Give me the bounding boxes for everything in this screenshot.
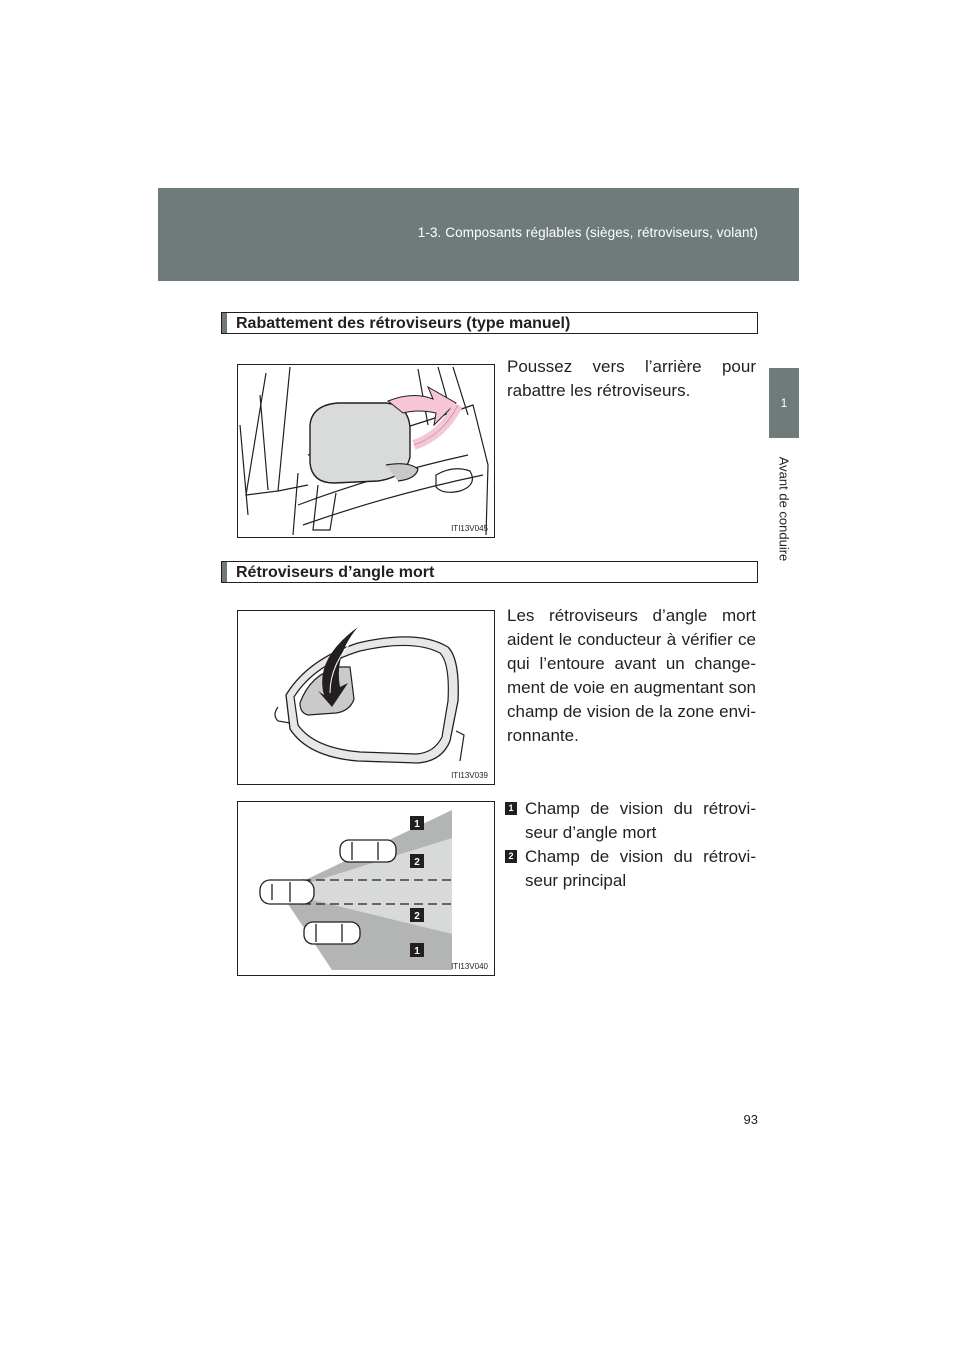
section-blind-spot-title: Rétroviseurs d’angle mort	[236, 564, 435, 581]
blind-spot-mirror-illustration	[237, 610, 495, 785]
legend-text: Champ de vision du rétrovi-seur d’angle mort	[525, 799, 756, 842]
chapter-side-label: Avant de conduire	[776, 456, 792, 562]
chapter-tab	[769, 368, 799, 438]
legend-marker: 2	[505, 850, 517, 863]
folding-instruction: Poussez vers l’arrière pour rabattre les rétroviseurs.	[507, 357, 756, 400]
svg-text:1: 1	[414, 946, 420, 957]
page-number: 93	[743, 1112, 758, 1127]
field-of-view-diagram	[237, 801, 495, 976]
chapter-title: 1-3. Composants réglables (sièges, rétroviseurs, volant)	[417, 225, 758, 240]
chapter-tab-number: 1	[780, 396, 788, 410]
legend-item	[505, 797, 756, 845]
svg-text:2: 2	[414, 911, 420, 922]
legend-text: Champ de vision du rétrovi-seur principal	[525, 847, 756, 890]
legend-item	[505, 845, 756, 893]
section-blind-spot-heading	[221, 561, 758, 583]
mirror-folding-illustration	[237, 364, 495, 538]
figure-code: ITI13V039	[451, 771, 488, 780]
blind-spot-description: Les rétroviseurs d’angle mort aident le conducteur à vérifier ce qui l’entoure avant un change-ment de voie en augmentant son champ de vision de la zone envi-ronnante.	[507, 606, 756, 745]
section-folding-heading	[221, 312, 758, 334]
figure-code: ITI13V045	[451, 524, 488, 533]
svg-text:1: 1	[414, 819, 420, 830]
svg-text:2: 2	[414, 857, 420, 868]
legend-marker: 1	[505, 802, 517, 815]
figure-code: ITI13V040	[451, 962, 488, 971]
section-folding-title: Rabattement des rétroviseurs (type manuel)	[236, 315, 571, 332]
